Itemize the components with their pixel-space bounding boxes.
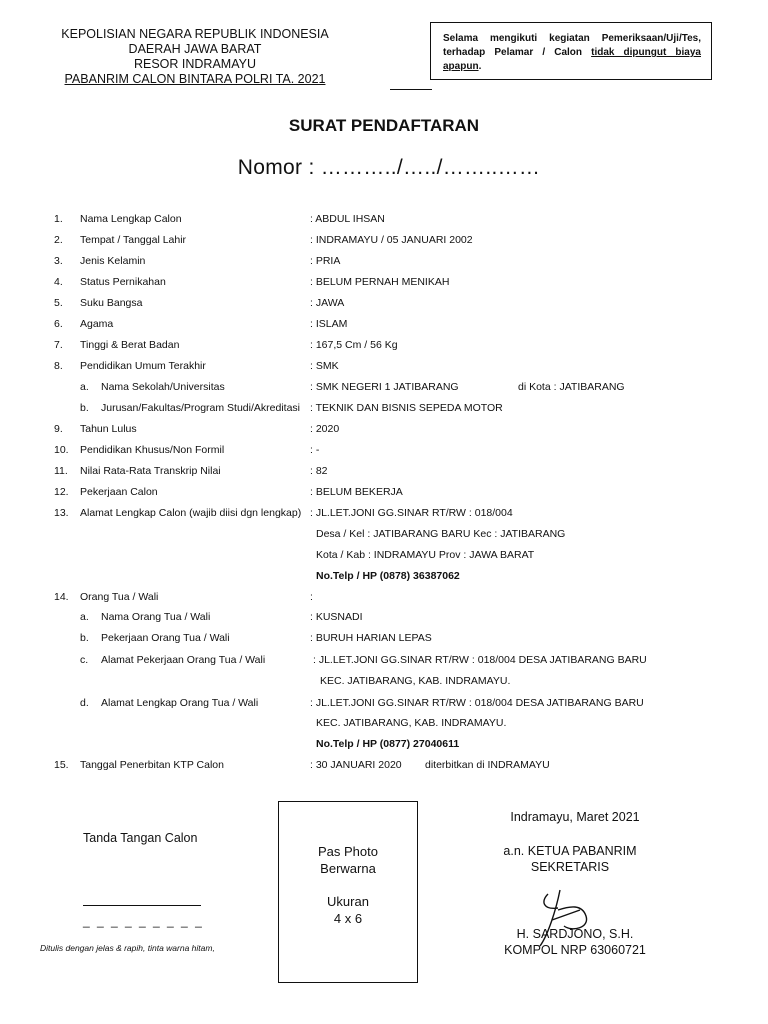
notice-end: . [478, 61, 482, 72]
photo-text: Pas Photo [318, 844, 378, 859]
photo-placeholder [278, 801, 418, 983]
sub-label: Nama Sekolah/Universitas [101, 381, 225, 393]
place-date: Indramayu, Maret 2021 [510, 810, 640, 824]
sub-letter: b. [80, 402, 89, 414]
field-value: : ABDUL IHSAN [310, 213, 385, 225]
sub-letter: b. [80, 632, 89, 644]
field-number: 11. [54, 465, 68, 477]
candidate-phone: No.Telp / HP (0878) 36387062 [316, 570, 460, 582]
sub-letter: d. [80, 697, 89, 709]
photo-text: Berwarna [320, 861, 376, 876]
field-value: : [310, 591, 313, 603]
field-label: Alamat Lengkap Calon (wajib diisi dgn lengkap) [80, 507, 302, 519]
field-label: Tanggal Penerbitan KTP Calon [80, 759, 224, 771]
field-value: : ISLAM [310, 318, 348, 330]
field-value: : BELUM BEKERJA [310, 486, 403, 498]
field-label: Orang Tua / Wali [80, 591, 159, 603]
sub-value: : JL.LET.JONI GG.SINAR RT/RW : 018/004 DESA JATIBARANG BARU [313, 654, 647, 666]
photo-text: 4 x 6 [333, 911, 363, 926]
sub-value: : JL.LET.JONI GG.SINAR RT/RW : 018/004 DESA JATIBARANG BARU [310, 697, 644, 709]
sub-value: : SMK NEGERI 1 JATIBARANG [310, 381, 459, 393]
field-number: 7. [54, 339, 63, 351]
field-value: : 30 JANUARI 2020 [310, 759, 402, 771]
field-value: : - [310, 444, 320, 456]
notice-emphasis: tidak dipungut biaya apapun [443, 47, 701, 72]
sub-value: : BURUH HARIAN LEPAS [310, 632, 432, 644]
field-number: 6. [54, 318, 63, 330]
field-label: Pendidikan Khusus/Non Formil [80, 444, 225, 456]
field-number: 1. [54, 213, 63, 225]
field-number: 12. [54, 486, 69, 498]
sub-value-cont: KEC. JATIBARANG, KAB. INDRAMAYU. [320, 675, 511, 687]
sub-label: Alamat Pekerjaan Orang Tua / Wali [101, 654, 266, 666]
field-value: : INDRAMAYU / 05 JANUARI 2002 [310, 234, 473, 246]
signer-rank: KOMPOL NRP 63060721 [504, 943, 646, 957]
on-behalf: a.n. KETUA PABANRIM [503, 844, 637, 858]
field-value: : 82 [310, 465, 328, 477]
candidate-name-dashes: _ _ _ _ _ _ _ _ _ [83, 914, 204, 928]
candidate-signature-line [83, 905, 201, 906]
field-number: 13. [54, 507, 69, 519]
document-number: Nomor : ………../…../……..…… [237, 156, 541, 179]
parent-phone: No.Telp / HP (0877) 27040611 [316, 738, 460, 750]
document-title: SURAT PENDAFTARAN [288, 116, 480, 135]
letterhead [40, 27, 350, 87]
school-city: di Kota : JATIBARANG [518, 381, 625, 393]
field-label: Nilai Rata-Rata Transkrip Nilai [80, 465, 221, 477]
sub-letter: c. [80, 654, 89, 666]
writing-note: Ditulis dengan jelas & rapih, tinta warna hitam, [40, 943, 215, 953]
letterhead-line-3: RESOR INDRAMAYU [133, 57, 256, 71]
field-value: : BELUM PERNAH MENIKAH [310, 276, 450, 288]
field-value: : JAWA [310, 297, 345, 309]
field-number: 15. [54, 759, 69, 771]
sub-letter: a. [80, 381, 89, 393]
field-label: Tinggi & Berat Badan [80, 339, 180, 351]
header-rule [390, 89, 432, 90]
candidate-signature-label: Tanda Tangan Calon [83, 831, 198, 845]
ktp-issued-place: diterbitkan di INDRAMAYU [425, 759, 550, 771]
field-number: 10. [54, 444, 69, 456]
field-value: : 167,5 Cm / 56 Kg [310, 339, 398, 351]
field-label: Jenis Kelamin [80, 255, 146, 267]
sub-value: : KUSNADI [310, 611, 363, 623]
notice-text: Selama mengikuti kegiatan Pemeriksaan/Uji/Tes, terhadap Pelamar / Calon [443, 33, 701, 58]
field-number: 9. [54, 423, 63, 435]
field-label: Agama [80, 318, 114, 330]
fee-notice-box [430, 22, 712, 80]
sub-label: Alamat Lengkap Orang Tua / Wali [101, 697, 259, 709]
field-label: Pendidikan Umum Terakhir [80, 360, 206, 372]
letterhead-line-4: PABANRIM CALON BINTARA POLRI TA. 2021 [64, 72, 326, 86]
field-number: 5. [54, 297, 63, 309]
field-label: Tempat / Tanggal Lahir [80, 234, 187, 246]
address-line: Kota / Kab : INDRAMAYU Prov : JAWA BARAT [316, 549, 535, 561]
field-value: : PRIA [310, 255, 341, 267]
sub-value-cont: KEC. JATIBARANG, KAB. INDRAMAYU. [316, 717, 507, 729]
sub-letter: a. [80, 611, 89, 623]
field-value: : 2020 [310, 423, 340, 435]
signer-role: SEKRETARIS [530, 860, 610, 874]
letterhead-line-2: DAERAH JAWA BARAT [128, 42, 262, 56]
sub-label: Jurusan/Fakultas/Program Studi/Akreditasi [101, 402, 301, 414]
field-label: Pekerjaan Calon [80, 486, 158, 498]
sub-label: Nama Orang Tua / Wali [101, 611, 211, 623]
field-label: Nama Lengkap Calon [80, 213, 182, 225]
signer-name: H. SARDJONO, S.H. [516, 927, 634, 941]
field-label: Status Pernikahan [80, 276, 166, 288]
field-number: 8. [54, 360, 63, 372]
address-line: Desa / Kel : JATIBARANG BARU Kec : JATIBARANG [316, 528, 566, 540]
field-number: 4. [54, 276, 63, 288]
field-label: Suku Bangsa [80, 297, 143, 309]
field-number: 14. [54, 591, 69, 603]
photo-text: Ukuran [327, 894, 369, 909]
sub-value: : TEKNIK DAN BISNIS SEPEDA MOTOR [310, 402, 503, 414]
field-value: : JL.LET.JONI GG.SINAR RT/RW : 018/004 [310, 507, 513, 519]
field-number: 2. [54, 234, 63, 246]
field-label: Tahun Lulus [80, 423, 137, 435]
field-value: : SMK [310, 360, 339, 372]
field-number: 3. [54, 255, 63, 267]
letterhead-line-1: KEPOLISIAN NEGARA REPUBLIK INDONESIA [61, 27, 329, 41]
sub-label: Pekerjaan Orang Tua / Wali [101, 632, 230, 644]
